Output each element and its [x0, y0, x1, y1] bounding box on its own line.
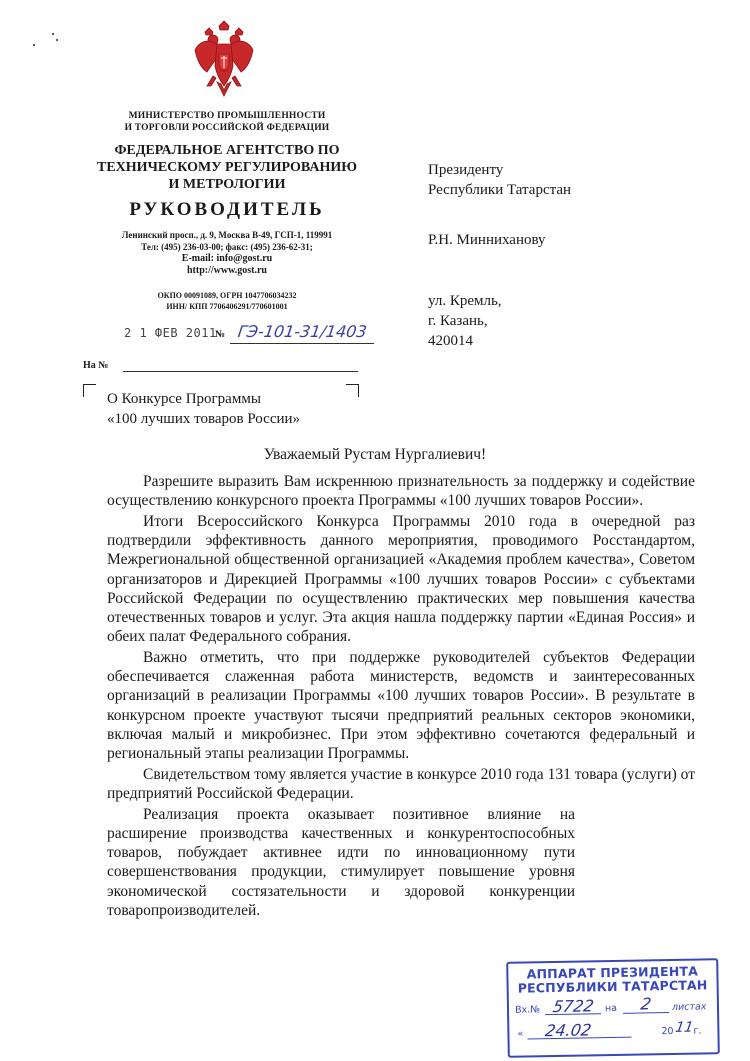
subject-text: О Конкурсе Программы: [107, 391, 261, 407]
salutation: Уважаемый Рустам Нургалиевич!: [263, 446, 487, 463]
recipient-spacer: [428, 270, 571, 291]
stamp-sheets-label: листах: [671, 1001, 707, 1013]
recipient-postcode: 420014: [428, 333, 473, 349]
agency-line: И МЕТРОЛОГИИ: [168, 177, 286, 192]
subject-line: [107, 389, 300, 429]
agency-line: ТЕХНИЧЕСКОМУ РЕГУЛИРОВАНИЮ: [97, 160, 357, 175]
stamp-handwritten-date: 24.02: [543, 1020, 593, 1041]
stamp-handwritten-sheets: 2: [639, 994, 653, 1014]
registration-ids: [82, 290, 372, 312]
recipient-name: Р.Н. Минниханову: [428, 232, 546, 248]
stamp-handwritten-number: 5722: [551, 996, 596, 1017]
stamp-title-line: РЕСПУБЛИКИ ТАТАРСТАН: [517, 977, 708, 996]
number-label: №: [215, 329, 226, 340]
body-paragraph: Важно отметить, что при поддержке руководителей субъектов Федерации обеспечивается слаженная работа министерств, ведомств и заинтересованных организаций в реализации Программы «100 лучших товаров России». В результате в конкурсном проекте участвуют тысячи предприятий реальных секторов экономики, включая малый и микробизнес. При этом эффективно сочетаются федеральный и региональный этапы реализации Программы.: [107, 649, 695, 763]
subject-bracket-right: [346, 384, 359, 397]
stamp-title-line: АППАРАТ ПРЕЗИДЕНТА: [526, 963, 699, 982]
recipient-line: Республики Татарстан: [428, 182, 572, 198]
recipient-block: [428, 160, 571, 351]
stamp-in-label: Вх.№: [514, 1004, 541, 1016]
reply-label: На №: [83, 360, 109, 371]
subject-bracket-left: [83, 384, 96, 397]
body-paragraph: Свидетельством тому является участие в конкурсе 2010 года 131 товара (услуги) от предприятий Российской Федерации.: [107, 765, 695, 803]
stamp-year-prefix: 20: [661, 1025, 674, 1038]
stamp-date-row: [509, 1016, 717, 1044]
scan-speck: [52, 33, 54, 35]
contact-address: [82, 229, 372, 277]
website-line: http://www.gost.ru: [186, 265, 267, 276]
reply-underline: [123, 371, 358, 372]
ministry-line: МИНИСТЕРСТВО ПРОМЫШЛЕННОСТИ: [128, 111, 326, 121]
agency-name: [82, 142, 372, 193]
letter-body: [107, 472, 695, 922]
recipient-line: Президенту: [428, 162, 504, 178]
stamp-year-label: г.: [693, 1025, 702, 1037]
phone-line: Тел: (495) 236-03-00; факс: (495) 236-62-31;: [141, 242, 313, 252]
recipient-spacer: [428, 250, 571, 270]
number-underline: [230, 343, 374, 344]
scan-speck: [56, 39, 58, 41]
handwritten-outgoing-number: ГЭ-101-31/1403: [236, 322, 368, 341]
recipient-spacer: [428, 200, 571, 220]
okpo-ogrn-line: ОКПО 00091089, ОГРН 1047706034232: [157, 291, 297, 300]
head-title: РУКОВОДИТЕЛЬ: [129, 199, 325, 220]
address-line: Ленинский просп., д. 9, Москва В-49, ГСП-1, 119991: [121, 230, 333, 240]
stamp-on-label: на: [604, 1002, 618, 1015]
stamp-date-quote: «: [517, 1028, 524, 1040]
recipient-address-line: г. Казань,: [428, 313, 488, 329]
body-paragraph: Реализация проекта оказывает позитивное влияние на расширение производства качественных и конкурентоспособных товаров, побуждает активнее идти по инновационному пути совершенствования продукции, стимулирует повышение уровня экономической состязательности и здоровой конкуренции товаропроизводителей.: [107, 805, 575, 919]
coat-of-arms-emblem: [193, 20, 255, 100]
stamp-title: [508, 964, 716, 996]
stamp-number-row: [509, 992, 717, 1020]
subject-text: «100 лучших товаров России»: [107, 411, 301, 427]
body-paragraph: Итоги Всероссийского Конкурса Программы 2010 года в очередной раз подтвердили эффективность данного мероприятия, проводимого Росстандартом, Межрегиональной общественной организацией «Академия проблем качества», Советом организаторов и Дирекцией Программы «100 лучших товаров России» с субъектами Российской Федерации по осуществлению практических мер повышения качества отечественных товаров и услуг. Эта акция нашла поддержку партии «Единая Россия» и обеих палат Федерального собрания.: [107, 513, 695, 646]
reply-to-line: [83, 360, 358, 378]
inn-kpp-line: ИНН/ КПП 7706406291/770601001: [166, 302, 288, 311]
body-paragraph: Разрешите выразить Вам искреннюю признательность за поддержку и содействие осуществлению конкурсного проекта Программы «100 лучших товаров России».: [107, 473, 695, 510]
stamp-handwritten-year: 11: [674, 1019, 695, 1036]
recipient-address-line: ул. Кремль,: [428, 293, 502, 309]
agency-line: ФЕДЕРАЛЬНОЕ АГЕНТСТВО ПО: [114, 143, 340, 158]
ministry-line: И ТОРГОВЛИ РОССИЙСКОЙ ФЕДЕРАЦИИ: [124, 123, 330, 133]
outgoing-number-line: [112, 323, 374, 347]
incoming-registration-stamp: [506, 958, 720, 1058]
scan-speck: [33, 44, 35, 46]
ministry-name: [82, 110, 372, 134]
email-line: E-mail: info@gost.ru: [181, 253, 273, 264]
date-stamp: 2 1 ФЕВ 2011: [124, 326, 217, 340]
